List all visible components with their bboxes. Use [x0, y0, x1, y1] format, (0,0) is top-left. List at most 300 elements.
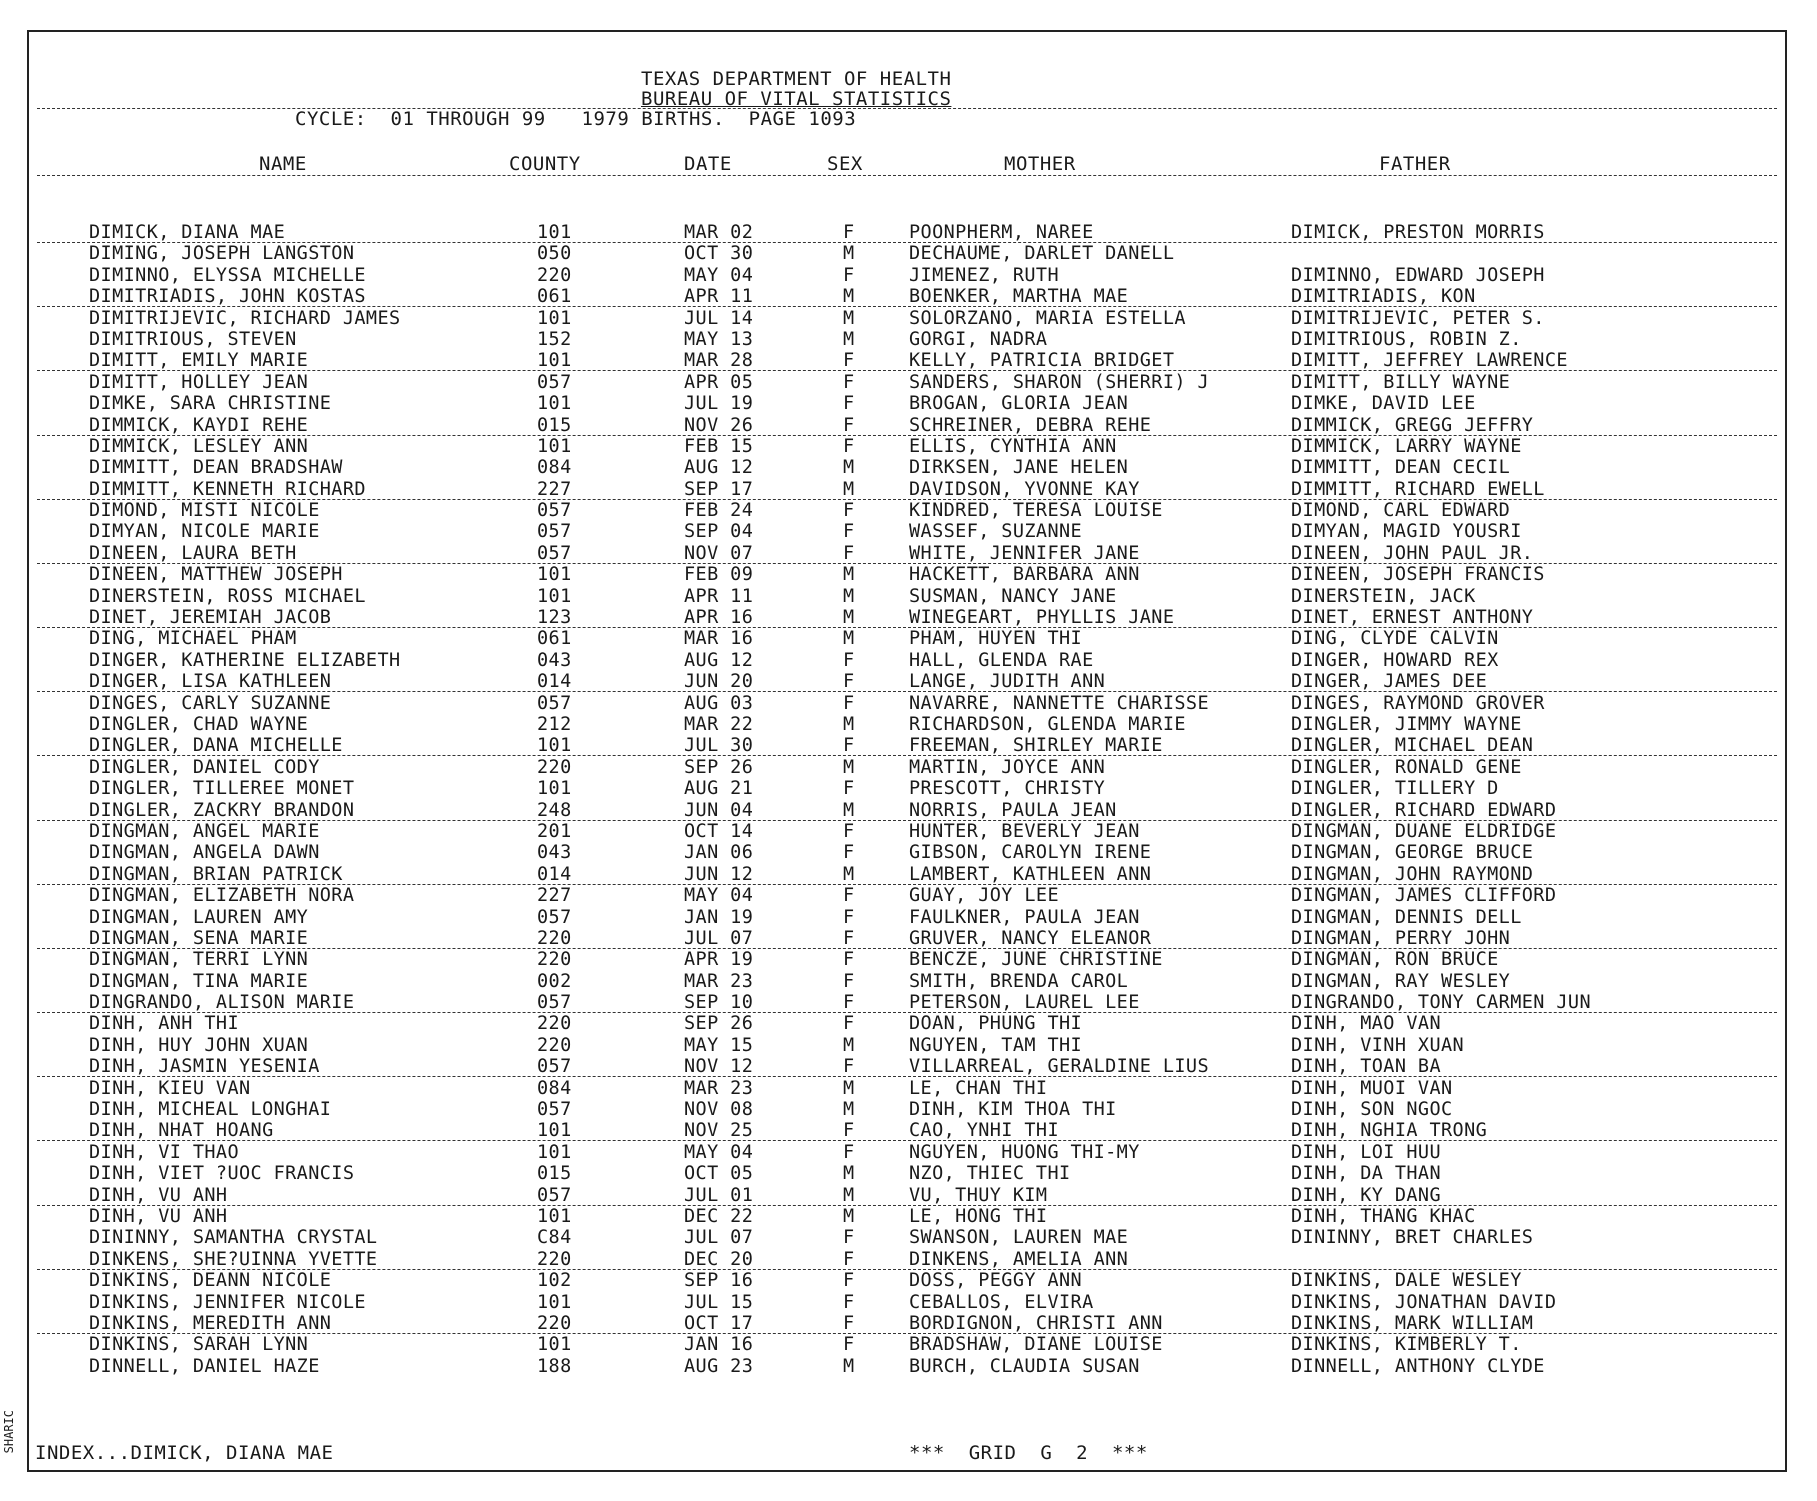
record-row — [29, 286, 1785, 307]
record-date: JUL 07 — [684, 1227, 754, 1249]
record-county: 101 — [537, 222, 572, 243]
record-county: 220 — [537, 949, 572, 971]
record-date: FEB 15 — [684, 435, 754, 457]
record-county: 057 — [537, 1184, 572, 1206]
side-label: SHARIC — [2, 1410, 16, 1454]
record-date: OCT 05 — [684, 1163, 754, 1185]
record-county: 014 — [537, 671, 572, 693]
record-mother: HALL, GLENDA RAE — [909, 649, 1094, 671]
record-date: MAY 04 — [684, 885, 754, 907]
record-county: 188 — [537, 1355, 572, 1377]
record-row — [29, 800, 1785, 821]
record-mother: SANDERS, SHARON (SHERRI) J — [909, 371, 1209, 393]
record-row — [29, 949, 1785, 970]
record-mother: SUSMAN, NANCY JANE — [909, 585, 1117, 607]
record-row — [29, 222, 1785, 243]
record-name: DINGMAN, ANGEL MARIE — [89, 820, 320, 842]
record-row — [29, 415, 1785, 436]
record-sex: F — [843, 264, 855, 286]
record-name: DINGLER, DANIEL CODY — [89, 756, 320, 778]
record-mother: BENCZE, JUNE CHRISTINE — [909, 949, 1163, 971]
record-sex: M — [843, 713, 855, 735]
record-father: DINGLER, TILLERY D — [1291, 778, 1499, 800]
record-sex: F — [843, 735, 855, 757]
column-header-father: FATHER — [1379, 153, 1451, 175]
record-father: DIMOND, CARL EDWARD — [1291, 500, 1511, 522]
record-county: 057 — [537, 992, 572, 1014]
record-father: DIMINNO, EDWARD JOSEPH — [1291, 264, 1545, 286]
record-row — [29, 821, 1785, 842]
record-father: DINH, DA THAN — [1291, 1163, 1441, 1185]
record-sex: F — [843, 692, 855, 714]
record-father: DINGES, RAYMOND GROVER — [1291, 692, 1545, 714]
record-mother: NGUYEN, TAM THI — [909, 1034, 1083, 1056]
record-name: DIMMITT, DEAN BRADSHAW — [89, 457, 343, 479]
record-name: DIMITRIOUS, STEVEN — [89, 328, 297, 350]
record-date: JUL 30 — [684, 735, 754, 757]
record-county: 057 — [537, 371, 572, 393]
record-date: JUN 04 — [684, 799, 754, 821]
record-sex: M — [843, 564, 855, 586]
record-date: NOV 12 — [684, 1056, 754, 1078]
record-name: DIMING, JOSEPH LANGSTON — [89, 243, 355, 265]
record-mother: NGUYEN, HUONG THI-MY — [909, 1141, 1140, 1163]
record-name: DINGLER, CHAD WAYNE — [89, 713, 309, 735]
record-mother: SOLORZANO, MARIA ESTELLA — [909, 307, 1186, 329]
record-name: DINH, HUY JOHN XUAN — [89, 1034, 309, 1056]
record-row — [29, 1270, 1785, 1291]
record-date: AUG 21 — [684, 778, 754, 800]
record-county: 057 — [537, 692, 572, 714]
record-sex: F — [843, 435, 855, 457]
record-row — [29, 1249, 1785, 1270]
record-row — [29, 1313, 1785, 1334]
record-county: 220 — [537, 756, 572, 778]
record-row — [29, 778, 1785, 799]
record-mother: PETERSON, LAUREL LEE — [909, 992, 1140, 1014]
record-mother: DINH, KIM THOA THI — [909, 1099, 1117, 1121]
record-county: 227 — [537, 885, 572, 907]
record-sex: F — [843, 649, 855, 671]
record-date: SEP 17 — [684, 478, 754, 500]
record-date: MAR 16 — [684, 628, 754, 650]
record-sex: F — [843, 521, 855, 543]
record-name: DINH, ANH THI — [89, 1013, 239, 1035]
record-sex: F — [843, 992, 855, 1014]
record-mother: DIRKSEN, JANE HELEN — [909, 457, 1129, 479]
record-name: DINGMAN, SENA MARIE — [89, 927, 309, 949]
record-sex: M — [843, 243, 855, 265]
record-father: DINH, SON NGOC — [1291, 1099, 1453, 1121]
record-row — [29, 543, 1785, 564]
record-name: DINGLER, ZACKRY BRANDON — [89, 799, 355, 821]
record-sex: M — [843, 286, 855, 308]
record-mother: MARTIN, JOYCE ANN — [909, 756, 1106, 778]
record-sex: M — [843, 1077, 855, 1099]
record-sex: F — [843, 1013, 855, 1035]
record-name: DINGLER, DANA MICHELLE — [89, 735, 343, 757]
record-sex: M — [843, 1184, 855, 1206]
record-mother: DOAN, PHUNG THI — [909, 1013, 1083, 1035]
record-row — [29, 479, 1785, 500]
record-name: DINKINS, SARAH LYNN — [89, 1334, 309, 1356]
record-father: DINGLER, JIMMY WAYNE — [1291, 713, 1522, 735]
record-father: DINEEN, JOHN PAUL JR. — [1291, 542, 1534, 564]
record-county: 043 — [537, 649, 572, 671]
record-date: APR 11 — [684, 585, 754, 607]
record-father: DIMITRIADIS, KON — [1291, 286, 1476, 308]
record-county: 101 — [537, 435, 572, 457]
record-county: 152 — [537, 328, 572, 350]
record-mother: NAVARRE, NANNETTE CHARISSE — [909, 692, 1209, 714]
record-mother: NORRIS, PAULA JEAN — [909, 799, 1117, 821]
record-row — [29, 714, 1785, 735]
record-name: DINH, VU ANH — [89, 1205, 228, 1227]
record-county: 220 — [537, 1248, 572, 1270]
record-mother: DAVIDSON, YVONNE KAY — [909, 478, 1140, 500]
record-mother: ELLIS, CYNTHIA ANN — [909, 435, 1117, 457]
record-date: AUG 23 — [684, 1355, 754, 1377]
record-row — [29, 628, 1785, 649]
record-name: DIMITRIADIS, JOHN KOSTAS — [89, 286, 366, 308]
record-date: SEP 16 — [684, 1270, 754, 1292]
record-mother: GRUVER, NANCY ELEANOR — [909, 927, 1152, 949]
record-date: NOV 07 — [684, 542, 754, 564]
record-date: OCT 30 — [684, 243, 754, 265]
record-date: OCT 17 — [684, 1312, 754, 1334]
record-sex: F — [843, 222, 855, 243]
record-mother: WASSEF, SUZANNE — [909, 521, 1083, 543]
record-name: DINGES, CARLY SUZANNE — [89, 692, 332, 714]
record-date: JUL 15 — [684, 1291, 754, 1313]
record-mother: RICHARDSON, GLENDA MARIE — [909, 713, 1186, 735]
record-name: DINH, NHAT HOANG — [89, 1120, 274, 1142]
record-row — [29, 1035, 1785, 1056]
record-mother: GUAY, JOY LEE — [909, 885, 1059, 907]
column-header-rule — [37, 175, 1777, 176]
record-row — [29, 329, 1785, 350]
record-sex: F — [843, 820, 855, 842]
record-sex: F — [843, 542, 855, 564]
record-name: DIMMITT, KENNETH RICHARD — [89, 478, 366, 500]
record-mother: JIMENEZ, RUTH — [909, 264, 1059, 286]
record-row — [29, 1013, 1785, 1034]
record-father: DINNELL, ANTHONY CLYDE — [1291, 1355, 1545, 1377]
record-county: 220 — [537, 1034, 572, 1056]
record-county: 014 — [537, 863, 572, 885]
record-row — [29, 735, 1785, 756]
record-sex: M — [843, 328, 855, 350]
header-subtitle: BUREAU OF VITAL STATISTICS — [641, 88, 952, 110]
record-date: MAY 04 — [684, 264, 754, 286]
record-sex: F — [843, 350, 855, 372]
record-sex: F — [843, 1248, 855, 1270]
record-row — [29, 265, 1785, 286]
record-county: 123 — [537, 607, 572, 629]
record-father: DINEEN, JOSEPH FRANCIS — [1291, 564, 1545, 586]
record-mother: WINEGEART, PHYLLIS JANE — [909, 607, 1175, 629]
record-row — [29, 928, 1785, 949]
record-name: DINH, VU ANH — [89, 1184, 228, 1206]
record-name: DINGER, LISA KATHLEEN — [89, 671, 332, 693]
record-row — [29, 1163, 1785, 1184]
record-name: DINGMAN, BRIAN PATRICK — [89, 863, 343, 885]
record-father: DINERSTEIN, JACK — [1291, 585, 1476, 607]
record-sex: M — [843, 607, 855, 629]
record-row — [29, 907, 1785, 928]
record-date: JUL 07 — [684, 927, 754, 949]
record-county: 002 — [537, 970, 572, 992]
record-name: DINH, VI THAO — [89, 1141, 239, 1163]
record-date: SEP 04 — [684, 521, 754, 543]
record-sex: M — [843, 863, 855, 885]
record-father: DINH, THANG KHAC — [1291, 1205, 1476, 1227]
record-row — [29, 564, 1785, 585]
record-name: DIMINNO, ELYSSA MICHELLE — [89, 264, 366, 286]
record-county: 101 — [537, 1120, 572, 1142]
record-father: DINKINS, JONATHAN DAVID — [1291, 1291, 1557, 1313]
record-date: JAN 16 — [684, 1334, 754, 1356]
record-row — [29, 885, 1785, 906]
record-county: C84 — [537, 1227, 572, 1249]
record-sex: F — [843, 1334, 855, 1356]
record-county: 061 — [537, 628, 572, 650]
record-sex: F — [843, 1312, 855, 1334]
record-county: 084 — [537, 457, 572, 479]
record-name: DINKENS, SHE?UINNA YVETTE — [89, 1248, 378, 1270]
record-sex: F — [843, 500, 855, 522]
record-mother: LAMBERT, KATHLEEN ANN — [909, 863, 1152, 885]
record-mother: BORDIGNON, CHRISTI ANN — [909, 1312, 1163, 1334]
record-father: DIMICK, PRESTON MORRIS — [1291, 222, 1545, 243]
record-row — [29, 436, 1785, 457]
record-father: DIMITRIJEVIC, PETER S. — [1291, 307, 1545, 329]
record-sex: F — [843, 970, 855, 992]
record-row — [29, 1206, 1785, 1227]
record-row — [29, 521, 1785, 542]
record-mother: KELLY, PATRICIA BRIDGET — [909, 350, 1175, 372]
record-father: DINGER, HOWARD REX — [1291, 649, 1499, 671]
record-name: DINGER, KATHERINE ELIZABETH — [89, 649, 401, 671]
record-county: 220 — [537, 1312, 572, 1334]
record-sex: F — [843, 885, 855, 907]
record-sex: F — [843, 1227, 855, 1249]
record-mother: LE, CHAN THI — [909, 1077, 1048, 1099]
record-county: 015 — [537, 414, 572, 436]
record-county: 057 — [537, 521, 572, 543]
record-father: DINKINS, MARK WILLIAM — [1291, 1312, 1534, 1334]
record-date: MAR 23 — [684, 1077, 754, 1099]
record-sex: F — [843, 949, 855, 971]
record-date: APR 16 — [684, 607, 754, 629]
record-row — [29, 243, 1785, 264]
record-father: DIMITT, BILLY WAYNE — [1291, 371, 1511, 393]
record-name: DINKINS, JENNIFER NICOLE — [89, 1291, 366, 1313]
record-father: DINGER, JAMES DEE — [1291, 671, 1488, 693]
record-date: JUL 14 — [684, 307, 754, 329]
record-county: 248 — [537, 799, 572, 821]
record-name: DINH, VIET ?UOC FRANCIS — [89, 1163, 355, 1185]
record-date: JUL 01 — [684, 1184, 754, 1206]
record-name: DINKINS, DEANN NICOLE — [89, 1270, 332, 1292]
record-row — [29, 1120, 1785, 1141]
record-mother: SCHREINER, DEBRA REHE — [909, 414, 1152, 436]
record-date: NOV 25 — [684, 1120, 754, 1142]
record-father: DINGMAN, RAY WESLEY — [1291, 970, 1511, 992]
record-date: NOV 08 — [684, 1099, 754, 1121]
record-row — [29, 586, 1785, 607]
record-date: JUN 20 — [684, 671, 754, 693]
record-sex: M — [843, 1034, 855, 1056]
record-county: 057 — [537, 500, 572, 522]
record-mother: DOSS, PEGGY ANN — [909, 1270, 1083, 1292]
record-county: 101 — [537, 1291, 572, 1313]
record-row — [29, 1099, 1785, 1120]
record-row — [29, 842, 1785, 863]
record-county: 201 — [537, 820, 572, 842]
record-mother: LE, HONG THI — [909, 1205, 1048, 1227]
record-date: APR 19 — [684, 949, 754, 971]
record-date: OCT 14 — [684, 820, 754, 842]
record-date: JAN 19 — [684, 906, 754, 928]
record-name: DINH, KIEU VAN — [89, 1077, 251, 1099]
record-date: AUG 03 — [684, 692, 754, 714]
record-row — [29, 1078, 1785, 1099]
record-county: 043 — [537, 842, 572, 864]
record-father: DINGRANDO, TONY CARMEN JUN — [1291, 992, 1591, 1014]
record-mother: SWANSON, LAUREN MAE — [909, 1227, 1129, 1249]
record-county: 057 — [537, 1056, 572, 1078]
footer-grid: *** GRID G 2 *** — [909, 1442, 1148, 1464]
record-father: DINGLER, RONALD GENE — [1291, 756, 1522, 778]
record-county: 057 — [537, 1099, 572, 1121]
record-date: NOV 26 — [684, 414, 754, 436]
record-father: DIMMITT, DEAN CECIL — [1291, 457, 1511, 479]
column-header-mother: MOTHER — [1004, 153, 1076, 175]
record-name: DIMYAN, NICOLE MARIE — [89, 521, 320, 543]
record-name: DINET, JEREMIAH JACOB — [89, 607, 332, 629]
cycle-line: CYCLE: 01 THROUGH 99 1979 BIRTHS. PAGE 1093 — [295, 108, 857, 130]
record-sex: F — [843, 842, 855, 864]
record-sex: F — [843, 671, 855, 693]
record-row — [29, 500, 1785, 521]
record-mother: BOENKER, MARTHA MAE — [909, 286, 1129, 308]
record-father: DINKINS, KIMBERLY T. — [1291, 1334, 1522, 1356]
record-county: 057 — [537, 906, 572, 928]
record-sex: M — [843, 1355, 855, 1377]
record-county: 101 — [537, 350, 572, 372]
record-row — [29, 1185, 1785, 1206]
record-father: DINGLER, RICHARD EDWARD — [1291, 799, 1557, 821]
record-father: DINH, VINH XUAN — [1291, 1034, 1465, 1056]
record-row — [29, 350, 1785, 371]
record-father: DIMMITT, RICHARD EWELL — [1291, 478, 1545, 500]
record-mother: KINDRED, TERESA LOUISE — [909, 500, 1163, 522]
record-sex: F — [843, 371, 855, 393]
record-date: AUG 12 — [684, 457, 754, 479]
record-mother: VU, THUY KIM — [909, 1184, 1048, 1206]
record-date: APR 11 — [684, 286, 754, 308]
record-mother: GORGI, NADRA — [909, 328, 1048, 350]
record-county: 101 — [537, 735, 572, 757]
column-header-sex: SEX — [827, 153, 863, 175]
record-county: 101 — [537, 1141, 572, 1163]
record-father: DINH, LOI HUU — [1291, 1141, 1441, 1163]
record-county: 057 — [537, 542, 572, 564]
record-row — [29, 1356, 1785, 1377]
record-row — [29, 607, 1785, 628]
record-date: FEB 09 — [684, 564, 754, 586]
record-mother: GIBSON, CAROLYN IRENE — [909, 842, 1152, 864]
record-name: DING, MICHAEL PHAM — [89, 628, 297, 650]
record-sex: M — [843, 307, 855, 329]
record-row — [29, 693, 1785, 714]
record-row — [29, 671, 1785, 692]
record-county: 061 — [537, 286, 572, 308]
record-father: DIMITT, JEFFREY LAWRENCE — [1291, 350, 1568, 372]
record-county: 015 — [537, 1163, 572, 1185]
record-mother: FAULKNER, PAULA JEAN — [909, 906, 1140, 928]
record-sex: F — [843, 778, 855, 800]
record-date: MAY 13 — [684, 328, 754, 350]
record-date: MAR 28 — [684, 350, 754, 372]
record-county: 102 — [537, 1270, 572, 1292]
record-date: FEB 24 — [684, 500, 754, 522]
record-sex: M — [843, 756, 855, 778]
record-father: DINH, NGHIA TRONG — [1291, 1120, 1488, 1142]
record-mother: DINKENS, AMELIA ANN — [909, 1248, 1129, 1270]
record-father: DINGMAN, GEORGE BRUCE — [1291, 842, 1534, 864]
record-date: DEC 22 — [684, 1205, 754, 1227]
record-father: DIMMICK, GREGG JEFFRY — [1291, 414, 1534, 436]
record-row — [29, 864, 1785, 885]
record-sex: M — [843, 585, 855, 607]
record-father: DIMKE, DAVID LEE — [1291, 393, 1476, 415]
record-father: DINET, ERNEST ANTHONY — [1291, 607, 1534, 629]
record-date: MAY 15 — [684, 1034, 754, 1056]
record-date: AUG 12 — [684, 649, 754, 671]
record-mother: CAO, YNHI THI — [909, 1120, 1059, 1142]
record-mother: DECHAUME, DARLET DANELL — [909, 243, 1175, 265]
record-mother: CEBALLOS, ELVIRA — [909, 1291, 1094, 1313]
record-sex: M — [843, 799, 855, 821]
column-header-county: COUNTY — [509, 153, 581, 175]
record-county: 220 — [537, 264, 572, 286]
record-row — [29, 1334, 1785, 1355]
record-name: DINNELL, DANIEL HAZE — [89, 1355, 320, 1377]
record-name: DINH, MICHEAL LONGHAI — [89, 1099, 332, 1121]
record-name: DINGMAN, TERRI LYNN — [89, 949, 309, 971]
record-father: DINGMAN, PERRY JOHN — [1291, 927, 1511, 949]
record-date: SEP 10 — [684, 992, 754, 1014]
record-mother: FREEMAN, SHIRLEY MARIE — [909, 735, 1163, 757]
record-row — [29, 457, 1785, 478]
record-sex: F — [843, 414, 855, 436]
record-father: DIMYAN, MAGID YOUSRI — [1291, 521, 1522, 543]
record-county: 101 — [537, 1334, 572, 1356]
record-sex: M — [843, 1163, 855, 1185]
record-name: DIMMICK, LESLEY ANN — [89, 435, 309, 457]
record-name: DINGMAN, LAUREN AMY — [89, 906, 309, 928]
record-row — [29, 992, 1785, 1013]
record-father: DIMITRIOUS, ROBIN Z. — [1291, 328, 1522, 350]
record-sex: F — [843, 1056, 855, 1078]
record-father: DINH, TOAN BA — [1291, 1056, 1441, 1078]
record-county: 101 — [537, 778, 572, 800]
record-mother: PHAM, HUYEN THI — [909, 628, 1083, 650]
header-title: TEXAS DEPARTMENT OF HEALTH — [641, 68, 952, 90]
record-father: DINKINS, DALE WESLEY — [1291, 1270, 1522, 1292]
